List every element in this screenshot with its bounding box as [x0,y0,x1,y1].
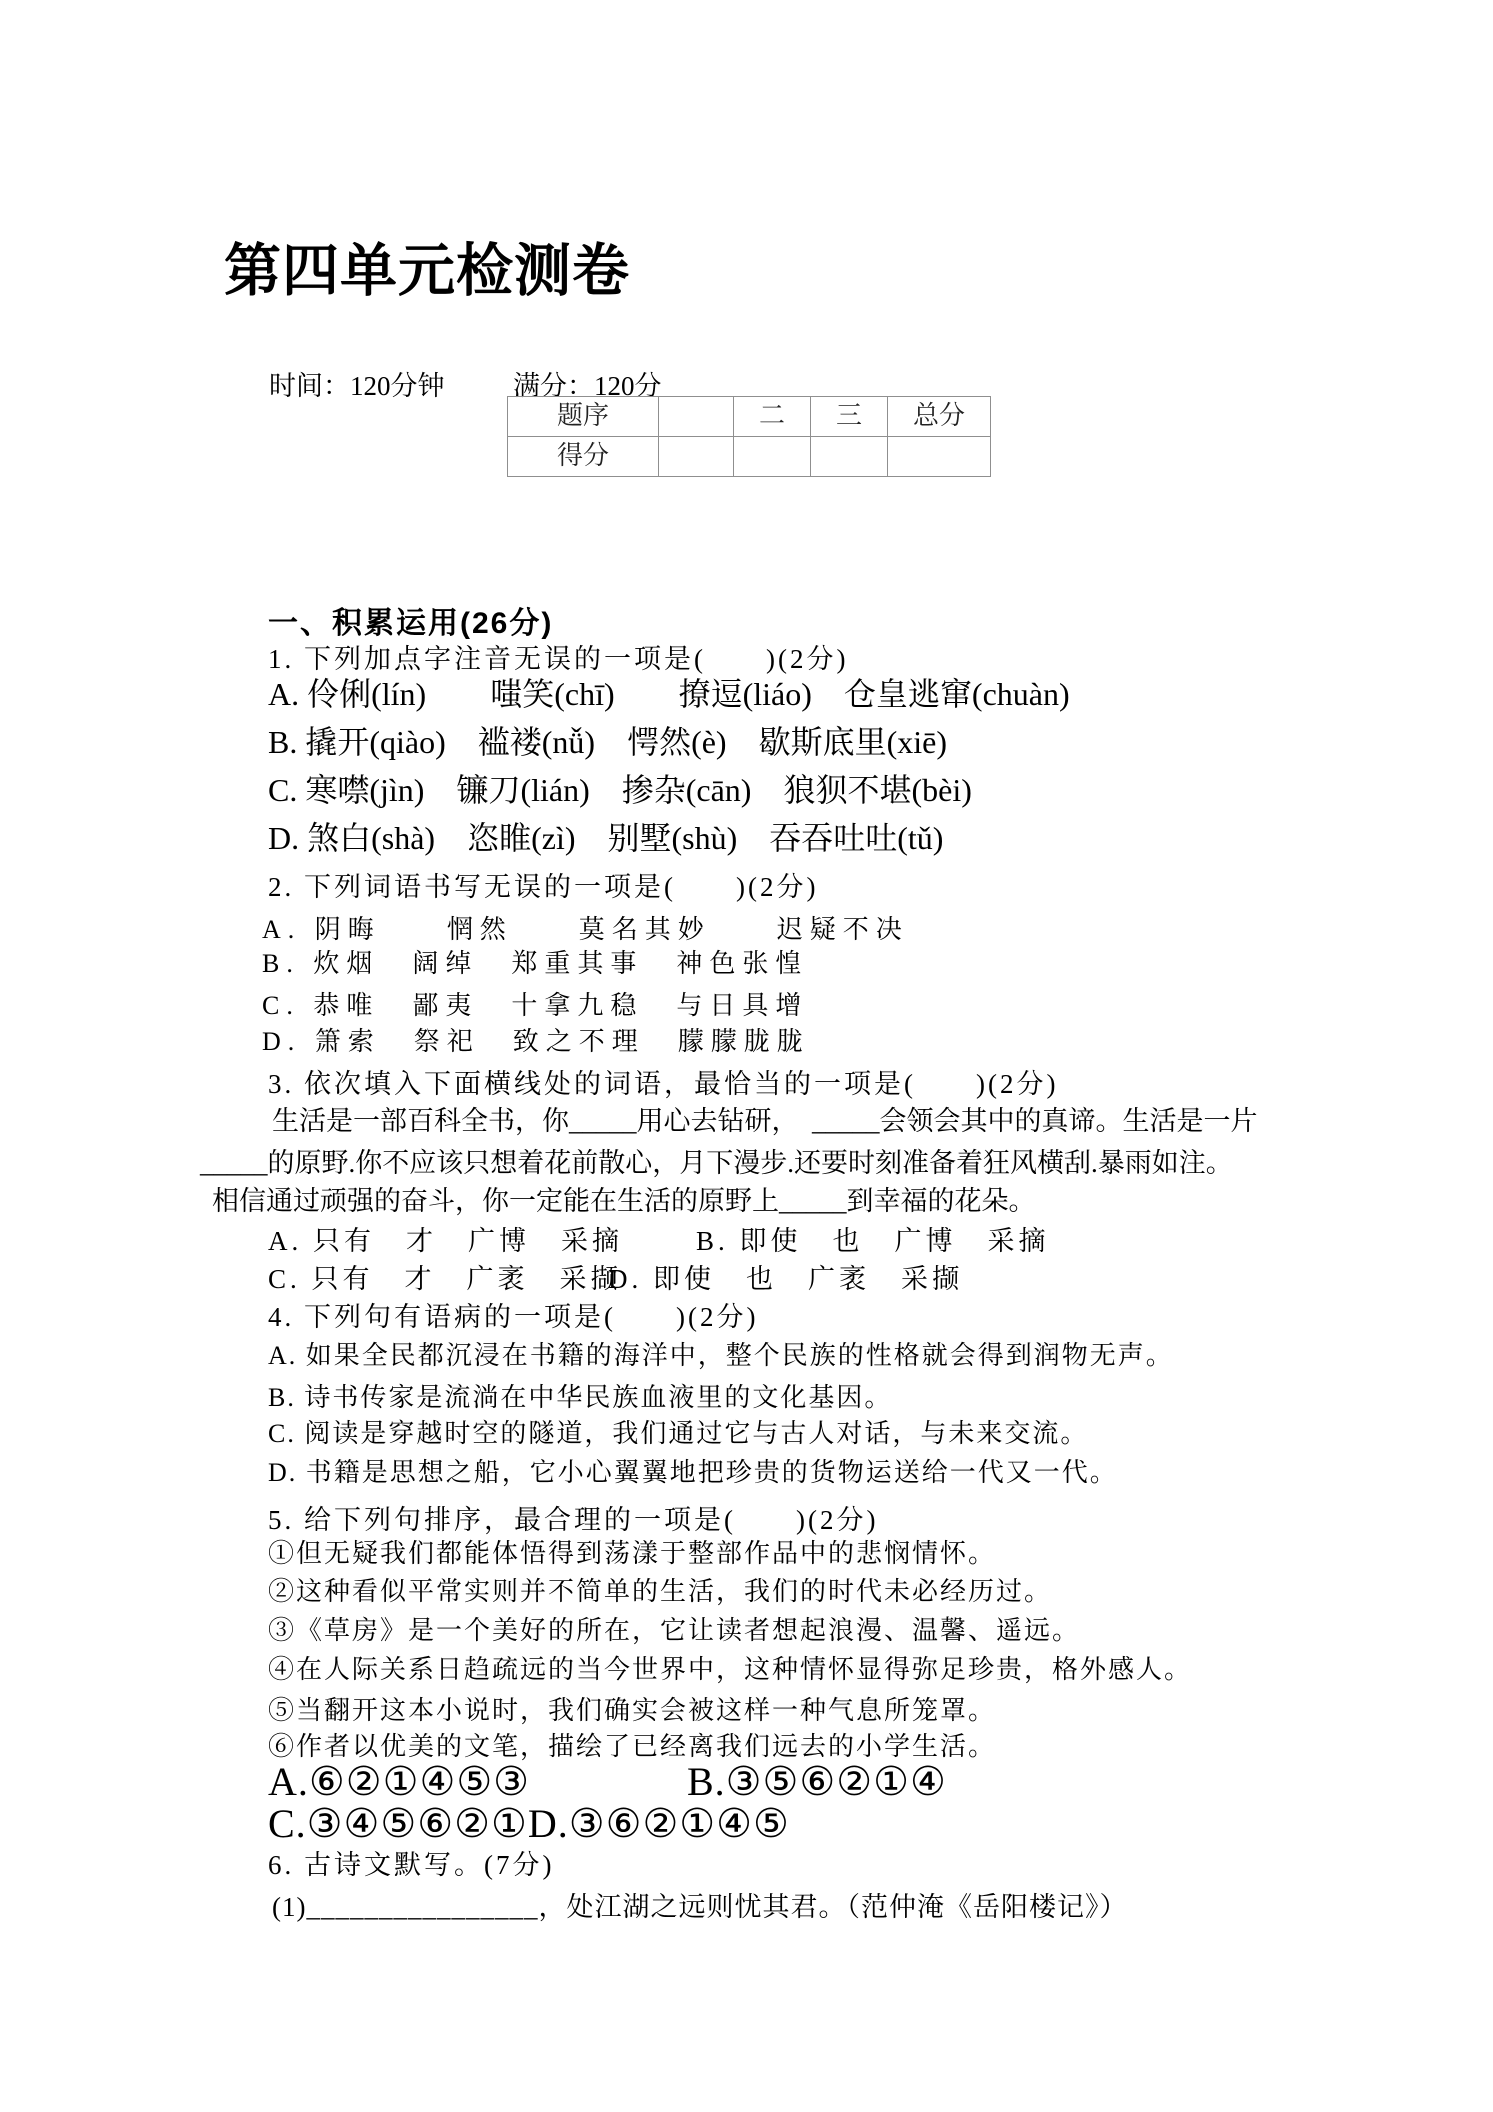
question-5-sentence-5: ⑤当翻开这本小说时，我们确实会被这样一种气息所笼罩。 [268,1696,997,1725]
question-5-answer-a: A.⑥②①④⑤③ [268,1759,531,1804]
score-table-cell: 题序 [508,397,659,437]
section-heading: 一、积累运用(26分) [268,607,554,640]
question-1-option-a: A. 伶俐(lín) 嗤笑(chī) 撩逗(liáo) 仓皇逃窜(chuàn) [268,676,1070,712]
question-5-stem: 5. 给下列句排序，最合理的一项是( )(2分) [268,1505,879,1535]
question-1-stem: 1. 下列加点字注音无误的一项是( )(2分) [268,644,849,674]
exam-full-score-label: 满分：120分 [513,371,662,401]
score-table-score-row [508,437,991,477]
question-5-answer-d: D.③⑥②①④⑤ [527,1801,790,1846]
question-4-option-a: A. 如果全民都沉浸在书籍的海洋中，整个民族的性格就会得到润物无声。 [268,1341,1174,1370]
score-table-cell [811,437,888,477]
question-1-option-d: D. 煞白(shà) 恣睢(zì) 别墅(shù) 吞吞吐吐(tǔ) [268,820,944,856]
score-table-cell [659,397,734,437]
question-6-stem: 6. 古诗文默写。(7分) [268,1850,555,1880]
score-table-cell: 二 [734,397,811,437]
question-5-sentence-2: ②这种看似平常实则并不简单的生活，我们的时代未必经历过。 [268,1577,1053,1606]
question-4-stem: 4. 下列句有语病的一项是( )(2分) [268,1302,759,1332]
question-6-item-1: (1)________________，处江湖之远则忧其君。（范仲淹《岳阳楼记》） [272,1892,1128,1922]
question-2-option-b: B. 炊烟 阔绰 郑重其事 神色张惶 [262,949,809,978]
question-5-answer-c: C.③④⑤⑥②① [268,1801,528,1846]
question-5-answer-b: B.③⑤⑥②①④ [687,1759,947,1804]
score-table-cell [659,437,734,477]
question-4-option-d: D. 书籍是思想之船，它小心翼翼地把珍贵的货物运送给一代又一代。 [268,1458,1118,1487]
question-4-option-c: C. 阅读是穿越时空的隧道，我们通过它与古人对话，与未来交流。 [268,1419,1089,1448]
question-3-options-row-1 [268,1225,1050,1259]
question-3-stem: 3. 依次填入下面横线处的词语，最恰当的一项是( )(2分) [268,1069,1059,1099]
score-table-cell: 得分 [508,437,659,477]
score-table-cell: 总分 [888,397,991,437]
score-table-cell [888,437,991,477]
question-3-option-c: C. 只有 才 广袤 采撷 [268,1264,622,1294]
page-title: 第四单元检测卷 [224,240,630,303]
exam-time-label: 时间：120分钟 [269,371,445,401]
question-1-option-c: C. 寒噤(jìn) 镰刀(lián) 掺杂(cān) 狼狈不堪(bèi) [268,772,972,808]
question-5-answers-row-2 [268,1799,790,1849]
score-table-cell [734,437,811,477]
question-5-sentence-1: ①但无疑我们都能体悟得到荡漾于整部作品中的悲悯情怀。 [268,1539,997,1568]
question-3-option-b: B. 即使 也 广博 采摘 [696,1226,1050,1256]
score-table [507,396,991,477]
question-3-passage-line-1: 生活是一部百科全书，你_____用心去钻研， _____会领会其中的真谛。生活是一片 [272,1106,1258,1136]
question-3-options-row-2 [268,1263,963,1297]
score-table-header-row [508,397,991,437]
question-2-option-d: D. 箫索 祭祀 致之不理 朦朦胧胧 [262,1027,810,1056]
question-5-sentence-4: ④在人际关系日趋疏远的当今世界中，这种情怀显得弥足珍贵，格外感人。 [268,1655,1193,1684]
score-table-cell: 三 [811,397,888,437]
question-3-passage-line-3: 相信通过顽强的奋斗，你一定能在生活的原野上_____到幸福的花朵。 [212,1186,1036,1216]
question-5-sentence-3: ③《草房》是一个美好的所在，它让读者想起浪漫、温馨、遥远。 [268,1616,1081,1645]
question-2-option-a: A. 阴晦 惘然 莫名其妙 迟疑不决 [262,915,909,944]
question-2-option-c: C. 恭唯 鄙夷 十拿九稳 与日具增 [262,991,809,1020]
question-2-stem: 2. 下列词语书写无误的一项是( )(2分) [268,872,819,902]
question-5-sentence-6: ⑥作者以优美的文笔，描绘了已经离我们远去的小学生活。 [268,1732,997,1761]
question-3-option-a: A. 只有 才 广博 采摘 [268,1226,623,1256]
question-4-option-b: B. 诗书传家是流淌在中华民族血液里的文化基因。 [268,1383,893,1412]
question-1-option-b: B. 撬开(qiào) 褴褛(nǚ) 愕然(è) 歇斯底里(xiē) [268,724,947,760]
question-3-option-d: D. 即使 也 广袤 采撷 [608,1264,963,1294]
question-3-passage-line-2: _____的原野.你不应该只想着花前散心，月下漫步.还要时刻准备着狂风横刮.暴雨如注。 [200,1148,1233,1178]
